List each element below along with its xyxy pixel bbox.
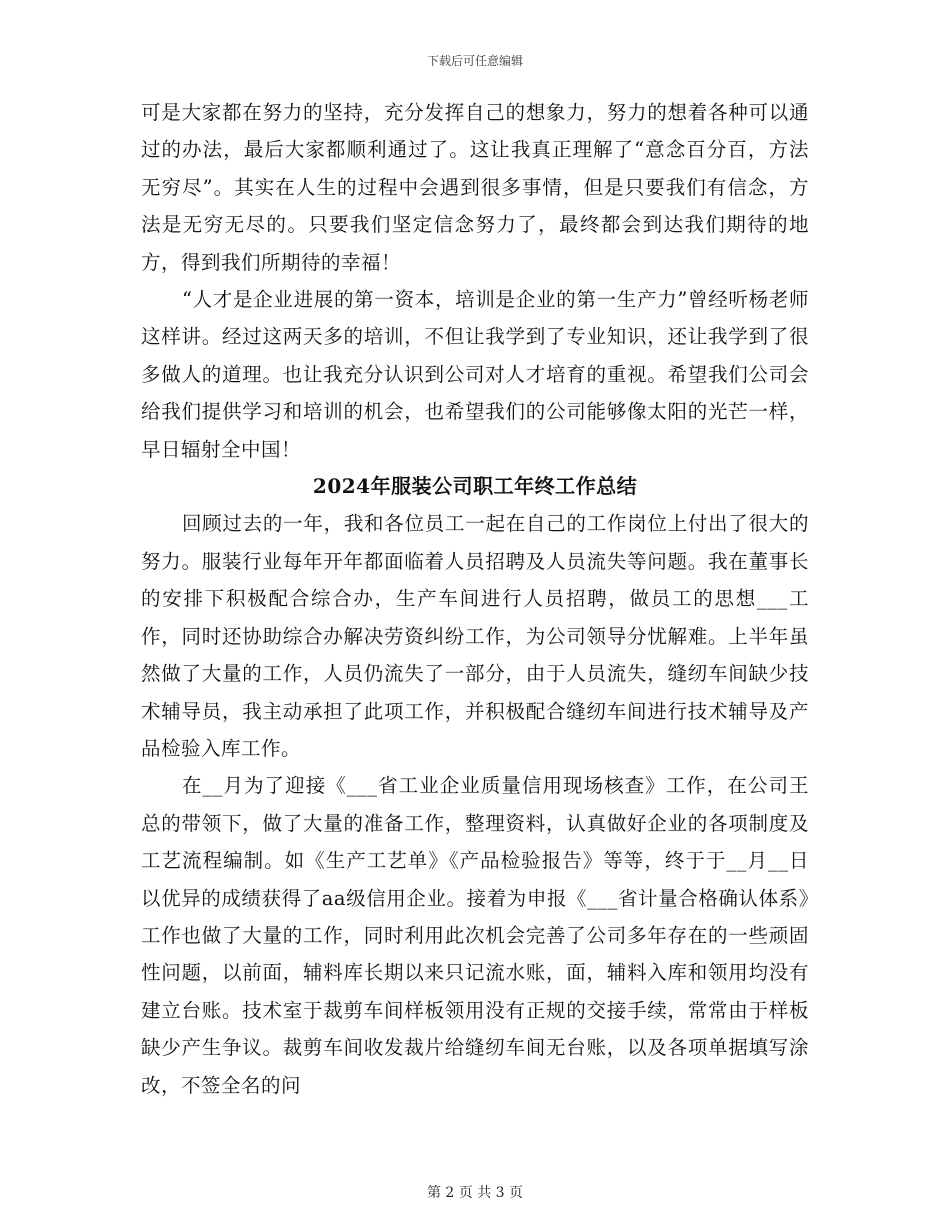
paragraph-1: 可是大家都在努力的坚持，充分发挥自己的想象力，努力的想着各种可以通过的办法，最后大家都顺利通过了。这让我真正理解了“意念百分百，方法无穷尽”。其实在人生的过程中会遇到很多事情，但是只要我们有信念，方法是无穷无尽的。只要我们坚定信念努力了，最终都会到达我们期待的地方，得到我们所期待的幸福！ (141, 101, 809, 274)
paragraph-3: 回顾过去的一年，我和各位员工一起在自己的工作岗位上付出了很大的努力。服装行业每年开年都面临着人员招聘及人员流失等问题。我在董事长的安排下积极配合综合办，生产车间进行人员招聘，做员工的思想___工作，同时还协助综合办解决劳资纠纷工作，为公司领导分忧解难。上半年虽然做了大量的工作，人员仍流失了一部分，由于人员流失，缝纫车间缺少技术辅导员，我主动承担了此项工作，并积极配合缝纫车间进行技术辅导及产品检验入库工作。 (141, 512, 809, 760)
section-title: 2024年服装公司职工年终工作总结 (312, 474, 638, 499)
document-body (141, 94, 809, 1104)
paragraph-4: 在__月为了迎接《___省工业企业质量信用现场核查》工作，在公司王总的带领下，做了大量的准备工作，整理资料，认真做好企业的各项制度及工艺流程编制。如《生产工艺单》《产品检验报告》等等，终于于__月__日以优异的成绩获得了aa级信用企业。接着为申报《___省计量合格确认体系》工作也做了大量的工作，同时利用此次机会完善了公司多年存在的一些顽固性问题，以前面，辅料库长期以来只记流水账，面，辅料入库和领用均没有建立台账。技术室于裁剪车间样板领用没有正规的交接手续，常常由于样板缺少产生争议。裁剪车间收发裁片给缝纫车间无台账，以及各项单据填写涂改，不签全名的问 (141, 774, 809, 1097)
page-footer: 第 2 页 共 3 页 (426, 1185, 524, 1201)
paragraph-2: “人才是企业进展的第一资本，培训是企业的第一生产力”曾经听杨老师这样讲。经过这两天多的培训，不但让我学到了专业知识，还让我学到了很多做人的道理。也让我充分认识到公司对人才培育的重视。希望我们公司会给我们提供学习和培训的机会，也希望我们的公司能够像太阳的光芒一样，早日辐射全中国！ (141, 288, 809, 461)
page-header: 下载后可任意编辑 (426, 54, 523, 68)
